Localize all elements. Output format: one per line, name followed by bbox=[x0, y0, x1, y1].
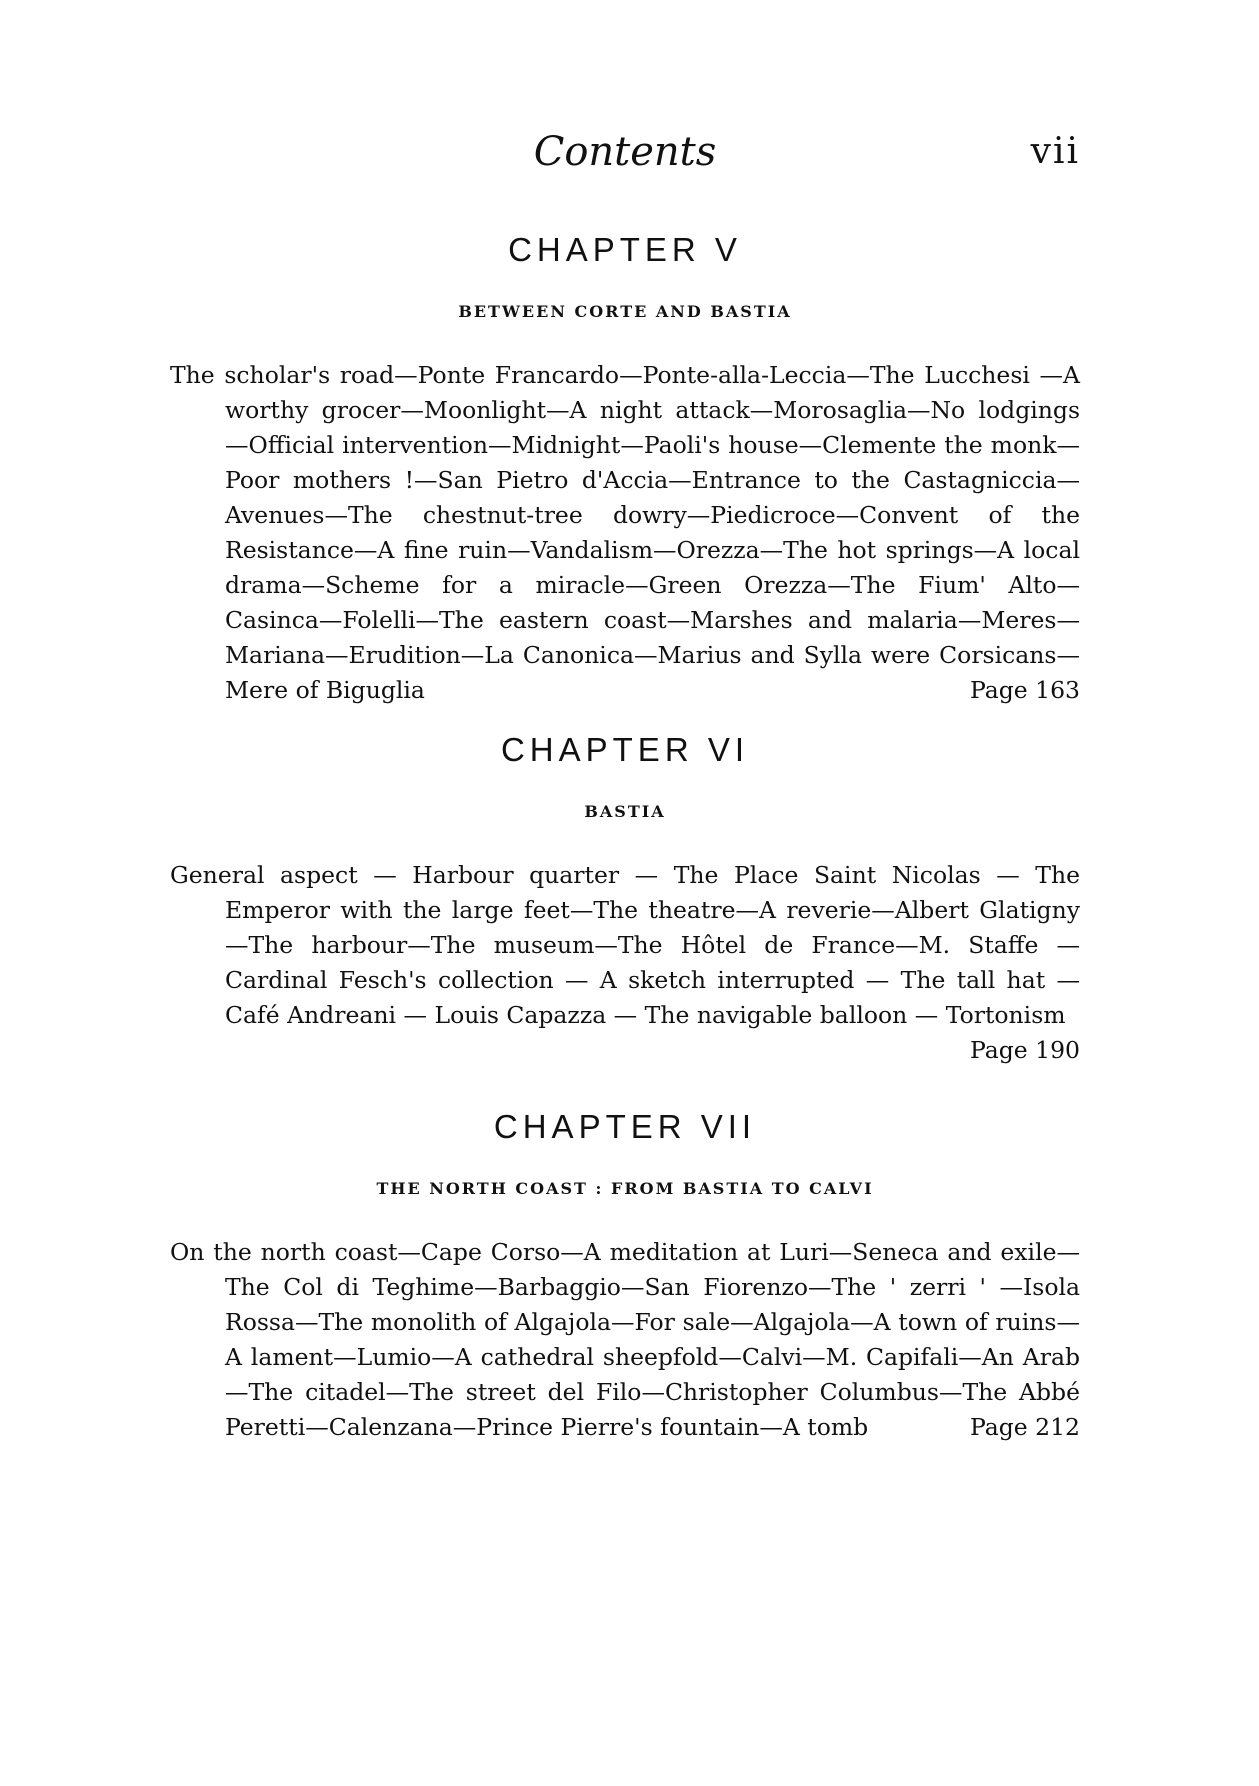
chapter-subtitle: THE NORTH COAST : FROM BASTIA TO CALVI bbox=[376, 1179, 874, 1198]
synopsis-text: General aspect — Harbour quarter — The Place Saint Nicolas — The Emperor with the large feet—The theatre—A reverie—Albert Glatigny —The harbour—The museum—The Hôtel de France—M. Staffe — Cardinal Fesch's collection — A sketch interrupted — The tall hat — Café Andreani — Louis Capazza — The navigable balloon — Tortonism bbox=[170, 861, 1080, 1029]
chapter-synopsis bbox=[170, 358, 1080, 708]
running-head bbox=[170, 122, 1080, 182]
chapter-heading: CHAPTER V bbox=[508, 231, 742, 268]
chapter-subtitle: BETWEEN CORTE AND BASTIA bbox=[458, 302, 792, 321]
chapter-synopsis bbox=[170, 1235, 1080, 1445]
chapter-subtitle: BASTIA bbox=[584, 802, 666, 821]
page-reference bbox=[940, 673, 1080, 708]
chapter-section bbox=[170, 228, 1080, 708]
chapter-synopsis bbox=[170, 858, 1080, 1064]
page-reference-text: Page 212 bbox=[969, 1413, 1080, 1441]
page-reference-text: Page 163 bbox=[969, 676, 1080, 704]
synopsis-text: On the north coast—Cape Corso—A meditation at Luri—Seneca and exile—The Col di Teghime—Barbaggio—San Fiorenzo—The ' zerri ' —Isola Rossa—The monolith of Algajola—For sale—Algajola—A town of ruins—A lament—Lumio—A cathedral sheepfold—Calvi—M. Capifali—An Arab—The citadel—The street del Filo—Christopher Columbus—The Abbé Peretti—Calenzana—Prince Pierre's fountain—A tomb bbox=[170, 1238, 1080, 1441]
page-reference bbox=[940, 1410, 1080, 1445]
page-number: vii bbox=[1030, 131, 1080, 172]
synopsis-text: The scholar's road—Ponte Francardo—Ponte-alla-Leccia—The Lucchesi —A worthy grocer—Moonlight—A night attack—Morosaglia—No lodgings—Official intervention—Midnight—Paoli's house—Clemente the monk—Poor mothers !—San Pietro d'Accia—Entrance to the Castagniccia—Avenues—The chestnut-tree dowry—Piedicroce—Convent of the Resistance—A fine ruin—Vandalism—Orezza—The hot springs—A local drama—Scheme for a miracle—Green Orezza—The Fium' Alto—Casinca—Folelli—The eastern coast—Marshes and malaria—Meres—Mariana—Erudition—La Canonica—Marius and Sylla were Corsicans—Mere of Biguglia bbox=[170, 361, 1080, 704]
chapter-heading: CHAPTER VI bbox=[500, 731, 750, 768]
chapter-section bbox=[170, 728, 1080, 1068]
page-reference bbox=[940, 1033, 1080, 1068]
chapter-heading: CHAPTER VII bbox=[493, 1108, 757, 1145]
page-reference-text: Page 190 bbox=[969, 1036, 1080, 1064]
chapter-section bbox=[170, 1105, 1080, 1445]
running-title: Contents bbox=[533, 129, 717, 175]
